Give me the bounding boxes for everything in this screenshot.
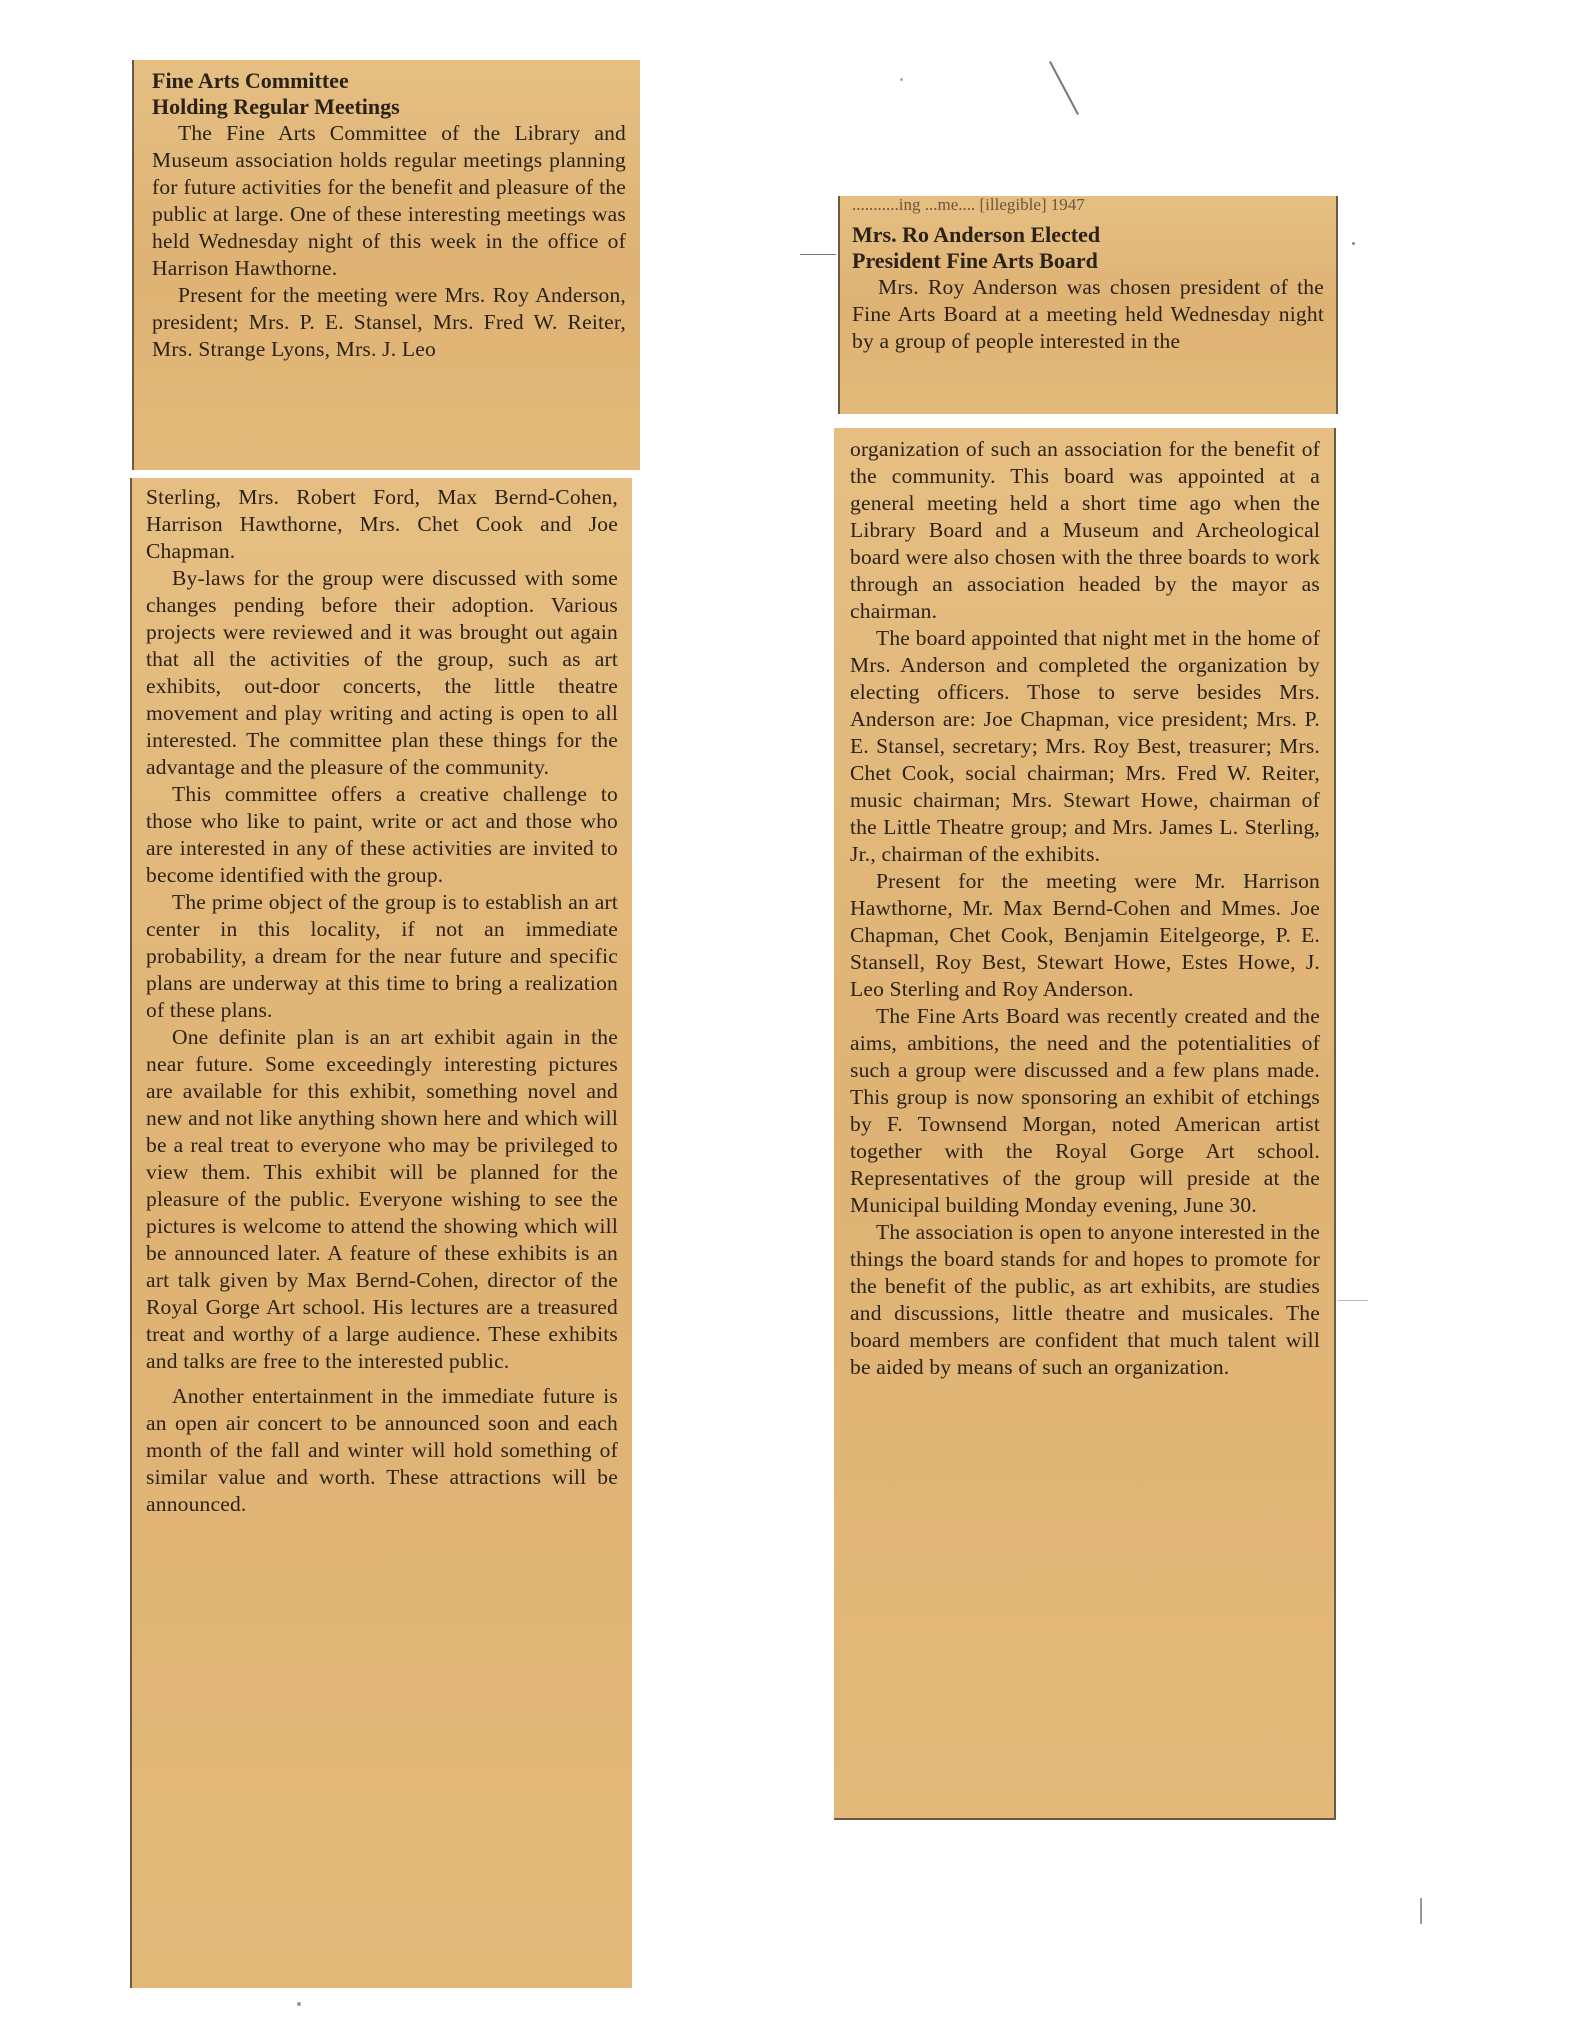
right-paragraph-officers: The board appointed that night met in the home of Mrs. Anderson and completed the organization by electing officers. Those to serve besides Mrs. Anderson are: Joe Chapman, vice president; Mrs. P. E. Stansel, secretary; Mrs. Roy Best, treasurer; Mrs. Chet Cook, social chairman; Mrs. Fred W. Reiter, music chairman; Mrs. Stewart Howe, chairman of the Little Theatre group; and Mrs. James L. Sterling, Jr., chairman of the exhibits. [850, 626, 1320, 866]
left-paragraph-exhibit-plan: One definite plan is an art exhibit again in the near future. Some exceedingly interesting pictures are available for this exhibit, something novel and new and not like anything shown here and which will be a real treat to everyone who may be privileged to view them. This exhibit will be planned for the pleasure of the public. Everyone wishing to see the pictures is welcome to attend the showing which will be announced later. A feature of these exhibits is an art talk given by Max Bernd-Cohen, director of the Royal Gorge Art school. His lectures are a treasured treat and worthy of a large audience. These exhibits and talks are free to the interested public. [146, 1025, 618, 1373]
right-headline-line1: Mrs. Ro Anderson Elected [852, 222, 1101, 247]
right-top-paragraph: Mrs. Roy Anderson was chosen president of the Fine Arts Board at a meeting held Wednesday night by a group of people interested in the [852, 275, 1324, 353]
scan-mark-top [1049, 61, 1079, 115]
scan-mark-left-edge [800, 254, 836, 255]
left-clipping-top [132, 60, 640, 470]
scan-dot-1 [900, 78, 903, 81]
right-continued-lead: organization of such an association for the benefit of the community. This board was appointed at a general meeting held a short time ago when the Library Board and a Museum and Archeological board were also chosen with the three boards to work through an association headed by the mayor as chairman. [850, 437, 1320, 623]
left-continued-lead: Sterling, Mrs. Robert Ford, Max Bernd-Cohen, Harrison Hawthorne, Mrs. Chet Cook and Joe Chapman. [146, 485, 618, 563]
scan-mark-right-edge [1338, 1300, 1368, 1301]
right-clipping-column [834, 428, 1336, 1820]
right-paragraph-present: Present for the meeting were Mr. Harrison Hawthorne, Mr. Max Bernd-Cohen and Mmes. Joe Chapman, Chet Cook, Benjamin Eitelgeorge, P. E. Stansell, Roy Best, Stewart Howe, Estes Howe, J. Leo Sterling and Roy Anderson. [850, 869, 1320, 1001]
left-paragraph-challenge: This committee offers a creative challenge to those who like to paint, write or act and those who are interested in any of these activities are invited to become identified with the group. [146, 782, 618, 887]
scan-dot-2 [1352, 242, 1355, 245]
scan-mark-bottom [1420, 1898, 1422, 1924]
left-paragraph-prime-object: The prime object of the group is to establish an art center in this locality, if not an immediate probability, a dream for the near future and specific plans are underway at this time to bring a realization of these plans. [146, 890, 618, 1022]
left-top-paragraph-1: The Fine Arts Committee of the Library and Museum association holds regular meetings planning for future activities for the benefit and pleasure of the public at large. One of these interesting meetings was held Wednesday night of this week in the office of Harrison Hawthorne. [152, 121, 626, 280]
right-clipping-top [838, 196, 1338, 414]
left-paragraph-entertainment: Another entertainment in the immediate future is an open air concert to be announced soon and each month of the fall and winter will hold something of similar value and worth. These attractions will be announced. [146, 1384, 618, 1516]
right-clipping-cut-strip: ...........ing ...me.... [illegible] 1947 [852, 196, 1085, 214]
scan-dot-3 [297, 2002, 301, 2006]
left-clipping-column [130, 478, 632, 1988]
left-paragraph-bylaws: By-laws for the group were discussed with some changes pending before their adoption. Various projects were reviewed and it was brought out again that all the activities of the group, such as art exhibits, out-door concerts, the little theatre movement and play writing and acting is open to all interested. The committee plan these things for the advantage and the pleasure of the community. [146, 566, 618, 779]
left-headline-line1: Fine Arts Committee [152, 68, 349, 93]
left-headline-line2: Holding Regular Meetings [152, 94, 400, 119]
right-headline-line2: President Fine Arts Board [852, 248, 1098, 273]
left-top-paragraph-2: Present for the meeting were Mrs. Roy Anderson, president; Mrs. P. E. Stansel, Mrs. Fred W. Reiter, Mrs. Strange Lyons, Mrs. J. Leo [152, 283, 626, 361]
right-paragraph-aims: The Fine Arts Board was recently created and the aims, ambitions, the need and the potentialities of such a group were discussed and a few plans made. This group is now sponsoring an exhibit of etchings by F. Townsend Morgan, noted American artist together with the Royal Gorge Art school. Representatives of the group will preside at the Municipal building Monday evening, June 30. [850, 1004, 1320, 1217]
right-paragraph-association: The association is open to anyone interested in the things the board stands for and hopes to promote for the benefit of the public, as art exhibits, are studies and discussions, little theatre and musicales. The board members are confident that much talent will be aided by means of such an organization. [850, 1220, 1320, 1379]
